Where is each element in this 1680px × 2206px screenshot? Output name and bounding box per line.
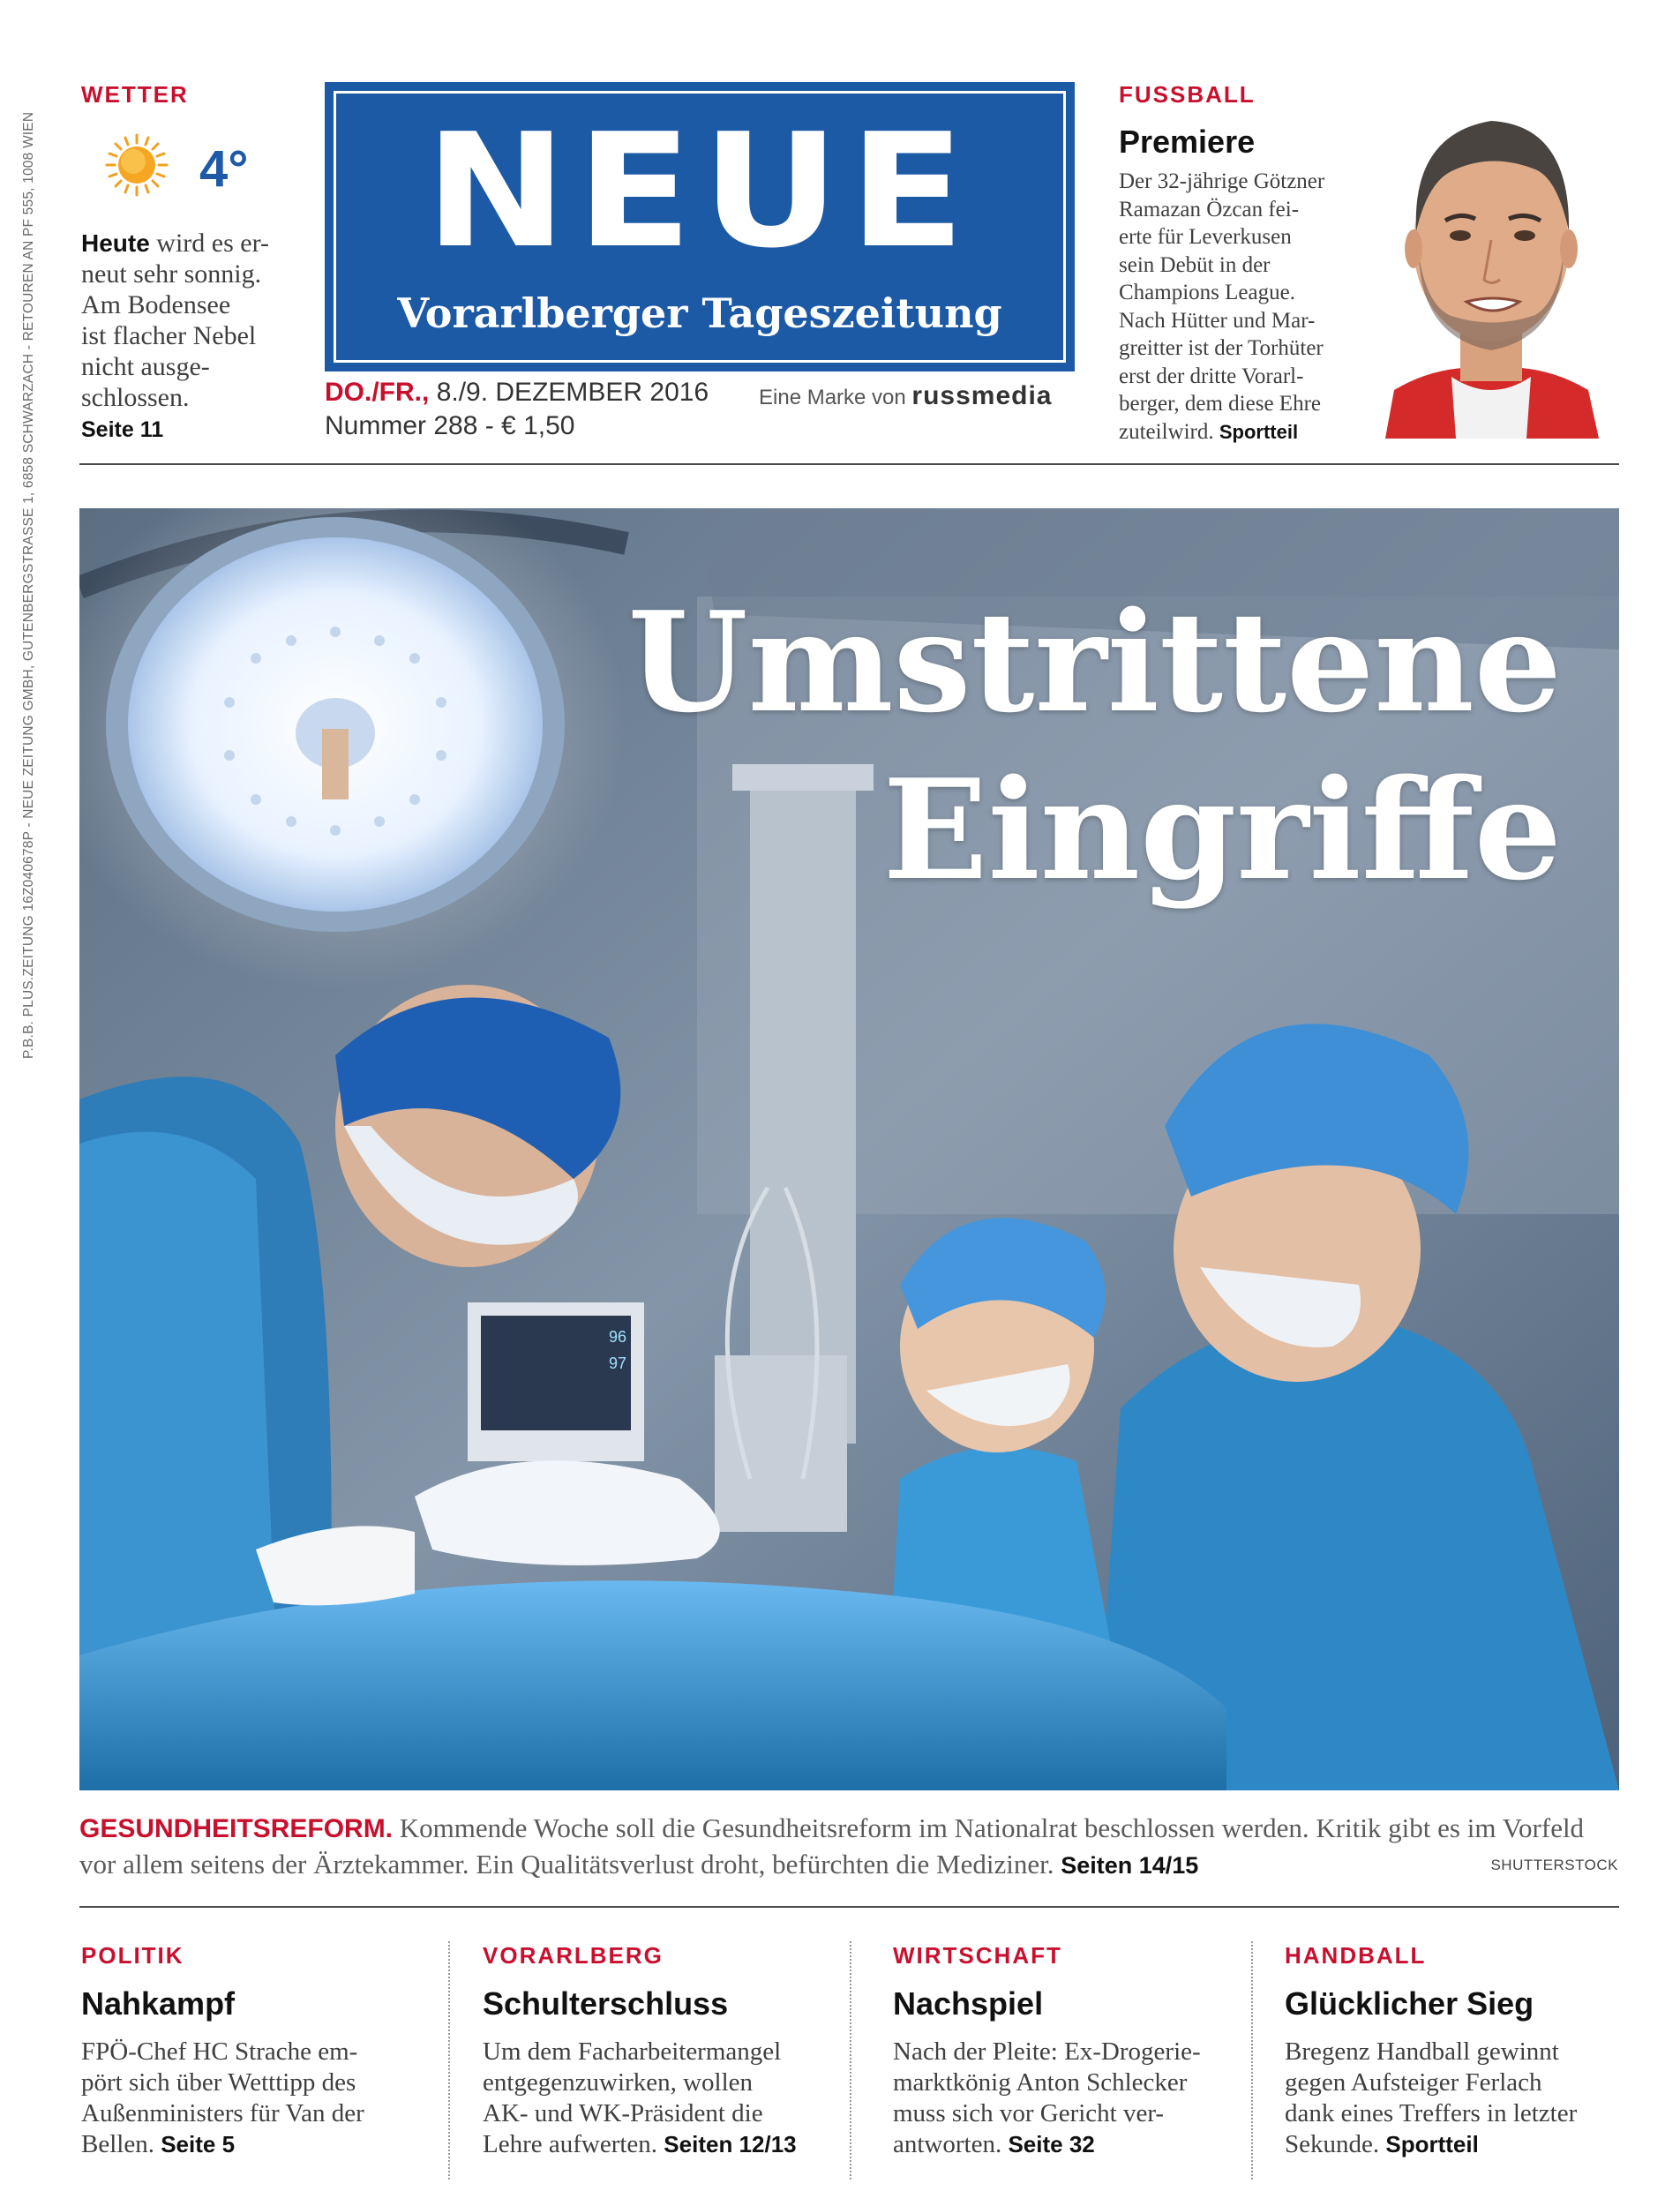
issue-number-price: Nummer 288 - € 1,50 [325,411,575,440]
teaser-line: Lehre aufwerten. [483,2130,658,2158]
temperature-value: 4° [199,140,249,198]
teaser-politik-headline[interactable]: Nahkampf [81,1985,236,2022]
weather-line: Am Bodensee [81,290,231,319]
weather-kicker: WETTER [81,81,189,108]
teaser-vorarlberg-kicker: VORARLBERG [483,1942,664,1969]
teaser-page-ref[interactable]: Seite 32 [1008,2131,1095,2157]
top-divider [79,463,1619,465]
issue-date-text: 8./9. DEZEMBER 2016 [436,378,709,407]
sports-line: erst der dritte Vorarl- [1119,364,1304,388]
weather-line: neut sehr sonnig. [81,259,262,289]
teaser-line: muss sich vor Gericht ver- [893,2099,1165,2127]
teaser-vorarlberg-headline[interactable]: Schulterschluss [483,1985,729,2022]
issue-date-days: DO./FR., [325,378,430,407]
weather-bold-word: Heute [81,229,150,257]
hero-headline[interactable] [628,579,1562,914]
teaser-page-ref[interactable]: Seite 5 [161,2131,236,2157]
weather-line: schlossen. [81,383,190,412]
hero-image[interactable] [79,508,1619,1790]
teaser-wirtschaft-text [893,2037,1264,2160]
masthead-subtitle: Vorarlberger Tageszeitung [397,289,1002,337]
column-divider [850,1941,851,2180]
teaser-line: FPÖ-Chef HC Strache em- [81,2037,358,2066]
teaser-line: Um dem Facharbeitermangel [483,2037,782,2066]
weather-text [81,228,293,446]
column-divider [448,1941,450,2180]
sports-line: sein Debüt in der [1119,252,1271,277]
hero-headline-line-1: Umstrittene [627,582,1562,743]
teaser-line: Sekunde. [1285,2130,1380,2158]
monitor-value-2: 97 [609,1354,627,1372]
sports-headline[interactable]: Premiere [1119,124,1256,160]
sports-line: erte für Leverkusen [1119,225,1292,249]
caption-page-ref[interactable]: Seiten 14/15 [1061,1852,1199,1879]
teaser-line: marktkönig Anton Schlecker [893,2068,1188,2097]
player-photo [1368,99,1615,439]
sports-line: greitter ist der Torhüter [1119,336,1324,360]
teaser-wirtschaft-headline[interactable]: Nachspiel [893,1985,1044,2022]
sports-line: berger, dem diese Ehre [1119,392,1321,416]
teaser-line: Außenministers für Van der [81,2099,364,2127]
sports-line: Ramazan Özcan fei- [1119,197,1300,221]
weather-line: ist flacher Nebel [81,321,257,350]
teaser-page-ref[interactable]: Seiten 12/13 [664,2131,797,2157]
teaser-line: gegen Aufsteiger Ferlach [1285,2068,1542,2097]
teaser-handball-kicker: HANDBALL [1285,1942,1427,1969]
weather-line: nicht ausge- [81,352,210,381]
caption-kicker: GESUNDHEITSREFORM. [79,1814,394,1843]
publisher-brand [759,381,1053,411]
teaser-line: Bellen. [81,2130,154,2158]
teaser-vorarlberg-text [483,2037,853,2160]
teaser-page-ref[interactable]: Sportteil [1385,2131,1479,2157]
teaser-line: Bregenz Handball gewinnt [1285,2037,1559,2066]
teaser-line: entgegenzuwirken, wollen [483,2068,754,2097]
sports-line: Nach Hütter und Mar- [1119,308,1316,333]
teaser-handball-headline[interactable]: Glücklicher Sieg [1285,1985,1534,2022]
hero-caption [79,1811,1615,1883]
teaser-line: Nach der Pleite: Ex-Drogerie- [893,2037,1201,2066]
caption-text: Kommende Woche soll die Gesundheitsreform im Nationalrat beschlossen werden. Kritik gibt es im Vorfeld vor allem seitens der Ärztekammer. Ein Qualitätsverlust droht, befürchten die Mediziner. [79,1812,1585,1880]
sports-page-ref[interactable]: Sportteil [1219,420,1299,443]
monitor-value-1: 96 [609,1328,627,1346]
teaser-line: pört sich über Wetttipp des [81,2068,356,2097]
sports-line: Der 32-jährige Götzner [1119,169,1325,193]
column-divider [1251,1941,1253,2180]
issue-date [325,378,709,408]
hero-headline-line-2: Eingriffe [882,749,1562,911]
photo-credit: SHUTTERSTOCK [1490,1857,1618,1873]
sports-line: zuteilwird. [1119,419,1214,444]
teaser-politik-text [81,2037,452,2160]
postal-imprint: P.B.B. PLUS.ZEITUNG 16Z040678P - NEUE ZEITUNG GMBH, GUTENBERGSTRASSE 1, 6858 SCHWARZACH - RETOUREN AN PF 555, 1008 WIEN [21,111,36,1059]
sports-kicker: FUSSBALL [1119,81,1256,108]
teaser-line: AK- und WK-Präsident die [483,2099,763,2127]
teaser-line: dank eines Treffers in letzter [1285,2099,1578,2127]
teaser-wirtschaft-kicker: WIRTSCHAFT [893,1942,1062,1969]
masthead-frame [334,91,1066,363]
russmedia-logo: russmedia [911,381,1053,410]
sports-text [1119,168,1384,446]
teaser-line: antworten. [893,2130,1002,2158]
weather-page-ref[interactable]: Seite 11 [81,417,164,442]
masthead-logo: NEUE [424,100,975,282]
brand-prefix: Eine Marke von [759,386,906,409]
sun-icon [104,132,169,198]
weather-line-1-rest: wird es er- [156,229,269,258]
sports-line: Champions League. [1119,281,1295,304]
teaser-politik-kicker: POLITIK [81,1942,184,1969]
masthead-logo-block[interactable] [325,82,1075,371]
teaser-handball-text [1285,2037,1655,2160]
bottom-divider [79,1906,1619,1908]
